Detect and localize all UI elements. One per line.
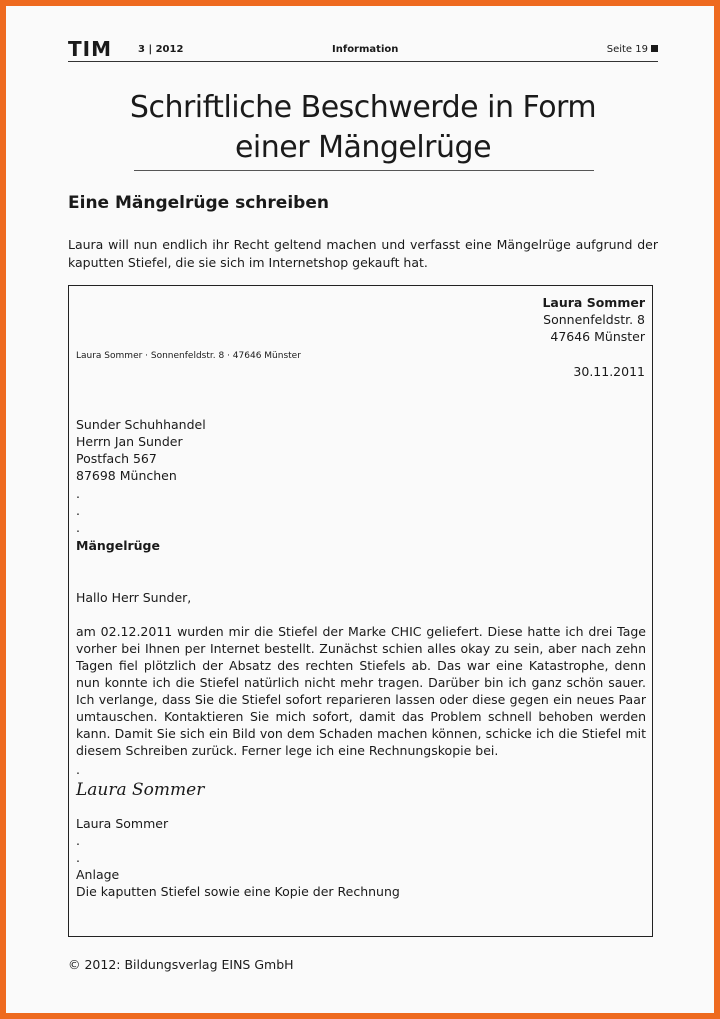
return-address-line: Laura Sommer · Sonnenfeldstr. 8 · 47646 Münster: [76, 351, 301, 361]
spacer-dot: .: [76, 520, 80, 535]
spacer-dot: .: [76, 762, 80, 777]
signer-name: Laura Sommer: [76, 816, 169, 831]
section-heading: Eine Mängelrüge schreiben: [68, 193, 329, 213]
recipient-address: [76, 416, 206, 484]
title-line-1: Schriftliche Beschwerde in Form: [129, 90, 597, 125]
enclosure-text: Die kaputten Stiefel sowie eine Kopie der Rechnung: [76, 884, 400, 899]
page-header: [68, 38, 658, 60]
spacer-dot: .: [76, 833, 80, 848]
title-line-2: einer Mängelrüge: [234, 130, 492, 165]
sender-name: Laura Sommer: [542, 295, 645, 310]
copyright-notice: © 2012: Bildungsverlag EINS GmbH: [68, 957, 294, 972]
sender-address: [542, 294, 645, 345]
letter-body: am 02.12.2011 wurden mir die Stiefel der Marke CHIC geliefert. Diese hatte ich drei Tage vorher bei Ihnen per Internet bestellt. Zunächst schien alles okay zu sein, aber nach zehn Tagen fiel plötzlich der Absatz des rechten Stiefels ab. Das war eine Katastrophe, denn nun konnte ich die Stiefel natürlich nicht mehr tragen. Darüber bin ich ganz schön sauer. Ich verlange, dass Sie die Stiefel sofort reparieren lassen oder diese gegen ein neues Paar umtauschen. Kontaktieren Sie mich sofort, damit das Problem schnell behoben werden kann. Damit Sie sich ein Bild von dem Schaden machen können, schicke ich die Stiefel mit diesem Schreiben zurück. Ferner lege ich eine Rechnungskopie bei.: [76, 624, 646, 758]
recipient-company: Sunder Schuhhandel: [76, 417, 206, 432]
handwritten-signature: Laura Sommer: [76, 780, 205, 800]
letter-salutation: Hallo Herr Sunder,: [76, 590, 192, 605]
page-title: [68, 88, 658, 168]
spacer-dot: .: [76, 503, 80, 518]
spacer-dots: [76, 832, 80, 866]
page-number: [607, 44, 658, 55]
intro-paragraph: Laura will nun endlich ihr Recht geltend machen und verfasst eine Mängelrüge aufgrund der kaputten Stiefel, die sie sich im Internetshop gekauft hat.: [68, 237, 658, 270]
recipient-pobox: Postfach 567: [76, 451, 157, 466]
issue-number: 3 | 2012: [138, 44, 184, 55]
letter-date: 30.11.2011: [573, 364, 645, 379]
enclosure: [76, 866, 400, 900]
recipient-city: 87698 München: [76, 468, 177, 483]
spacer-dot: .: [76, 850, 80, 865]
spacer-dot: .: [76, 486, 80, 501]
square-icon: [651, 45, 658, 52]
spacer-dots: [76, 485, 80, 536]
letter-subject: Mängelrüge: [76, 538, 160, 553]
recipient-contact: Herrn Jan Sunder: [76, 434, 183, 449]
sender-street: Sonnenfeldstr. 8: [543, 312, 645, 327]
page-number-text: Seite 19: [606, 44, 648, 55]
enclosure-label: Anlage: [76, 867, 120, 882]
title-divider: [134, 170, 594, 171]
tim-logo: TIM: [68, 37, 112, 61]
header-divider: [68, 61, 658, 62]
sender-city: 47646 Münster: [550, 329, 645, 344]
letter-box: [68, 285, 653, 937]
section-label: Information: [332, 44, 399, 55]
